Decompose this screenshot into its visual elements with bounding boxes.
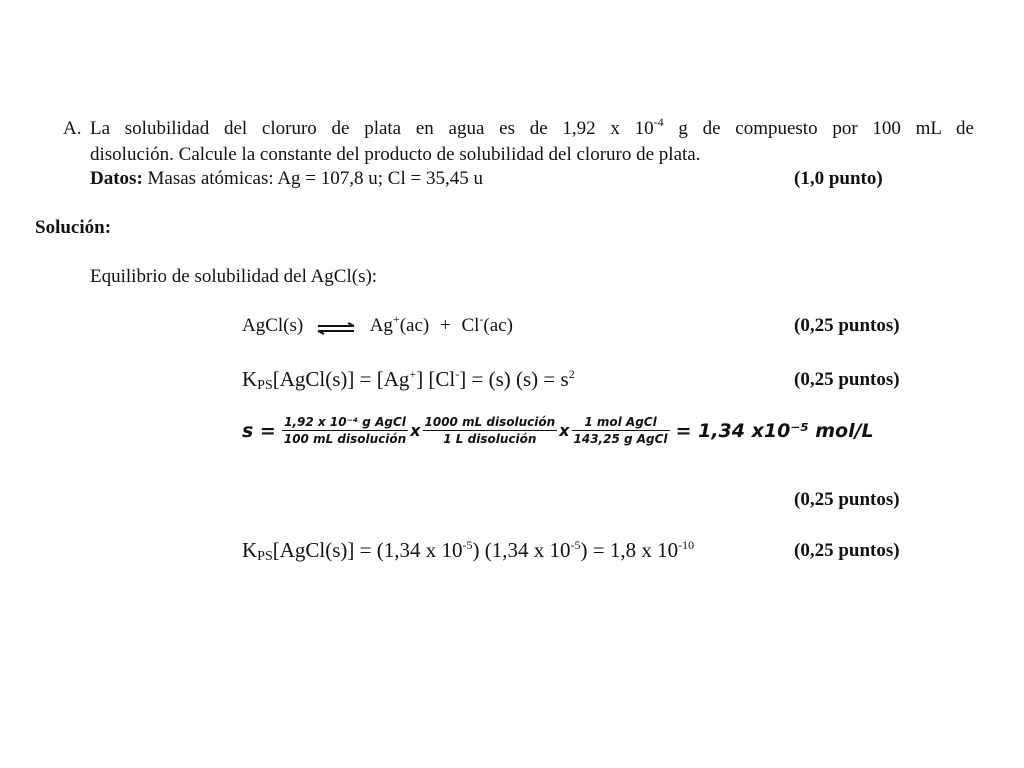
ag-charge: +: [409, 367, 417, 381]
exponent-1: -5: [462, 538, 473, 552]
cl-charge: -: [455, 367, 460, 381]
problem-line-1-text: La solubilidad del cloruro de plata en agua es de 1,92 x 10: [90, 118, 654, 139]
kps-value-part2: ) (1,34 x 10: [472, 538, 571, 562]
solubility-calculation: [242, 414, 874, 447]
s-lhs: s =: [242, 419, 276, 442]
fraction-1: [282, 414, 408, 447]
problem-points: (1,0 punto): [794, 168, 883, 189]
fraction-2-denominator: 1 L disolución: [443, 432, 537, 446]
kps-expression: [242, 367, 575, 391]
kps-k: K: [242, 538, 258, 562]
kps-expr-part2: ] [Cl: [416, 367, 456, 391]
kps-expr-part1: [AgCl(s)] = [Ag: [272, 367, 410, 391]
data-label: Datos:: [90, 168, 143, 189]
plus-sign: +: [439, 315, 451, 336]
kps-expr-part3: ] = (s) (s) = s: [459, 367, 569, 391]
exponent-2: -5: [570, 538, 581, 552]
reaction-points: (0,25 puntos): [794, 315, 900, 336]
kps-value: [242, 538, 694, 562]
reactant: AgCl(s): [242, 315, 304, 336]
fraction-3: [572, 414, 670, 447]
equilibrium-arrow-icon: [316, 320, 356, 334]
fraction-3-denominator: 143,25 g AgCl: [573, 432, 668, 446]
cl-state: (ac): [483, 315, 513, 336]
problem-line-1: [90, 115, 974, 140]
ag-charge: +: [392, 312, 400, 326]
ag-state: (ac): [399, 315, 430, 336]
kps-subscript: PS: [257, 378, 273, 393]
equilibrium-intro: Equilibrio de solubilidad del AgCl(s):: [90, 266, 378, 287]
product-ag: Ag: [369, 315, 393, 336]
solution-heading: Solución:: [35, 217, 112, 238]
product-cl: Cl: [461, 315, 480, 336]
fraction-1-numerator: 1,92 x 10⁻⁴ g AgCl: [282, 414, 408, 431]
fraction-1-denominator: 100 mL disolución: [283, 432, 407, 446]
times-sign: x: [410, 421, 421, 440]
times-sign: x: [559, 421, 570, 440]
cl-charge: -: [479, 312, 484, 326]
problem-line-2: disolución. Calcule la constante del producto de solubilidad del cloruro de plata.: [90, 144, 701, 165]
fraction-2-numerator: 1000 mL disolución: [424, 415, 556, 429]
kps-expression-points: (0,25 puntos): [794, 369, 900, 390]
problem-letter: A.: [63, 118, 82, 139]
fraction-2: [423, 414, 558, 447]
problem-data: [90, 168, 483, 190]
problem-line-1-tail: g de compuesto por 100 mL de: [663, 118, 974, 139]
fraction-3-numerator: 1 mol AgCl: [572, 414, 670, 431]
exponent: -4: [653, 115, 664, 129]
kps-value-part1: [AgCl(s)] = (1,34 x 10: [272, 538, 463, 562]
reaction-equation: [242, 312, 513, 337]
data-text: Masas atómicas: Ag = 107,8 u; Cl = 35,45 u: [142, 168, 483, 189]
kps-value-part3: ) = 1,8 x 10: [580, 538, 679, 562]
kps-value-points: (0,25 puntos): [794, 540, 900, 561]
exponent-3: -10: [678, 538, 695, 552]
solubility-result: = 1,34 x10⁻⁵ mol/L: [675, 419, 874, 442]
kps-k: K: [242, 367, 258, 391]
kps-subscript: PS: [257, 549, 273, 564]
solubility-points: (0,25 puntos): [794, 489, 900, 510]
s-exponent: 2: [568, 367, 575, 381]
